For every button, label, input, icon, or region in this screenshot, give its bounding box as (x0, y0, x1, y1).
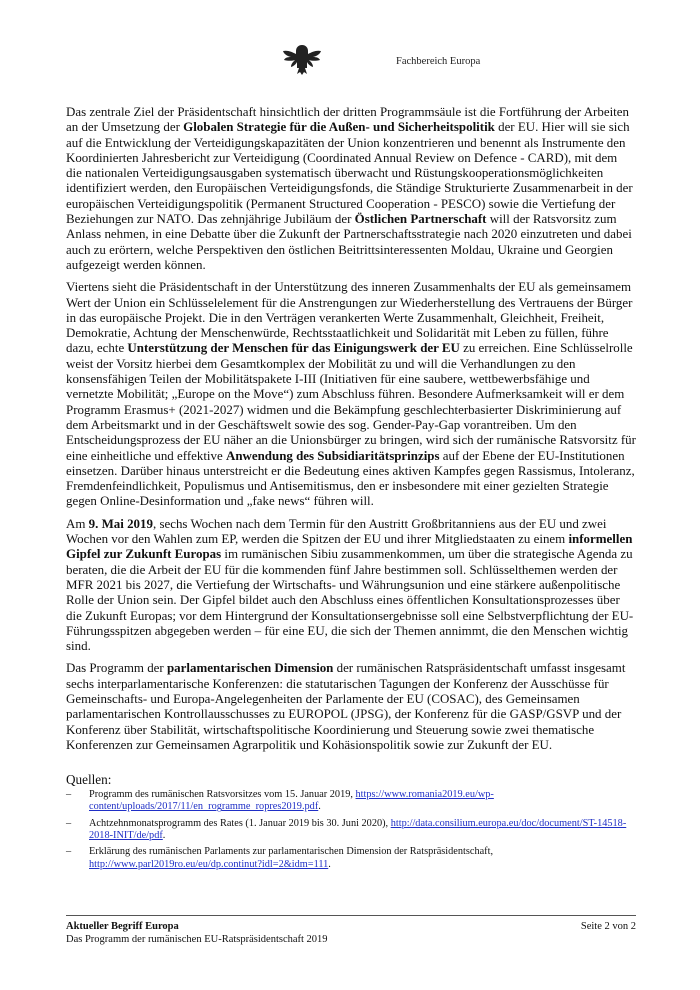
bold-term: Anwendung des Subsidiaritätsprinzips (225, 447, 440, 463)
list-dash: – (66, 789, 72, 801)
list-dash: – (66, 846, 72, 858)
federal-eagle-icon (281, 42, 323, 76)
bold-term: 9. Mai 2019 (88, 515, 153, 531)
paragraph: Das zentrale Ziel der Präsidentschaft hinsichtlich der dritten Programmsäule ist die Fortführung der Arbeiten an der Umsetzung der Globalen Strategie für die Außen- und Sicherheitspolitik der EU. Hier will sie sich auf die Entwicklung der Verteidigungskapazitäten der Union konzentrieren und benennt als Instrumente den Koordinierten Jahresbericht zur Verteidigung (Coordinated Annual Review on Defence - CARD), mit dem die nationalen Verteidigungsausgaben systematisch überwacht und Rüstungskooperationsmöglichkeiten identifiziert werden, den Europäischen Verteidigungsfonds, die Ständige Strukturierte Zusammenarbeit in der europäischen Verteidigungspolitik (Permanent Structured Cooperation - PESCO) sowie die Vertiefung der Beziehungen zur NATO. Das zehnjährige Jubiläum der Östlichen Partnerschaft will der Ratsvorsitz zum Anlass nehmen, in eine Debatte über die Zukunft der Partnerschaftsstrategie nach 2020 einzutreten und dabei auch zu erörtern, welche Perspektiven den östlichen Beitrittsinteressenten Moldau, Ukraine und Georgien aufgezeigt werden können. (66, 104, 633, 272)
source-link[interactable]: http://data.consilium.europa.eu/doc/document/ST-14518-2018-INIT/de/pdf (89, 817, 627, 842)
document-body (66, 104, 636, 875)
bold-term: Östlichen Partnerschaft (354, 211, 487, 227)
page-number: Seite 2 von 2 (580, 921, 636, 932)
sources-section (66, 772, 636, 871)
footer-title: Aktueller Begriff Europa (66, 921, 179, 932)
bold-term: Globalen Strategie für die Außen- und Sicherheitspolitik (183, 119, 495, 135)
bold-term: parlamentarischen Dimension (166, 660, 334, 676)
bold-term: informellen Gipfel zur Zukunft Europas (66, 531, 633, 562)
department-label: Fachbereich Europa (396, 56, 481, 67)
paragraph: Viertens sieht die Präsidentschaft in der Unterstützung des inneren Zusammenhalts der EU als gemeinsamem Wert der Union ein Schlüsselelement für die Anstrengungen zur Wiederherstellung des Vertrauens der Bürger in das europäische Projekt. Die in den Verträgen verankerten Werte Zusammenhalt, Gleichheit, Freiheit, Demokratie, Achtung der Menschenwürde, Rechtsstaatlichkeit und Solidarität mit Leben zu füllen, führe dazu, echte Unterstützung der Menschen für das Einigungswerk der EU zu erreichen. Eine Schlüsselrolle weist der Vorsitz hierbei dem Gesamtkomplex der Mobilität zu und will die Verhandlungen zu den konsensfähigen Teilen der Mobilitätspakete I-III (Initiativen für eine saubere, wettbewerbsfähige und vernetzte Mobilität; „Europe on the Move“) zum Abschluss führen. Besondere Aufmerksamkeit will er dem Programm Erasmus+ (2021-2027) widmen und die Bekämpfung geschlechterbasierter Diskriminierung auf dem Arbeitsmarkt und in der Geschäftswelt sowie des sog. Gender-Pay-Gap vorantreiben. Um den Entscheidungsprozess der EU näher an die Unionsbürger zu bringen, wird sich der rumänische Ratsvorsitz für eine einheitliche und effektive Anwendung des Subsidiaritätsprinzips auf der Ebene der EU-Institutionen einsetzen. Darüber hinaus unterstreicht er die Bedeutung eines aktiven Kampfes gegen Rassismus, Intoleranz, Fremdenfeindlichkeit, Populismus und Antisemitismus, den er insbesondere mit einer gezielten Strategie gegen Online-Desinformation und „fake news“ führen will. (66, 279, 636, 509)
paragraph: Das Programm der parlamentarischen Dimension der rumänischen Ratspräsidentschaft umfasst insgesamt sechs interparlamentarische Konferenzen: die statutarischen Tagungen der Konferenz der Ausschüsse für Gemeinschafts- und Europa-Angelegenheiten der Parlamente der EU (COSAC), des Gemeinsamen parlamentarischen Kontrollausschusses zu EUROPOL (JPSG), der Konferenz für die GASP/GSVP und der Konferenz über Stabilität, wirtschaftspolitische Koordinierung und Steuerung sowie zwei thematische Konferenzen zur Gemeinsamen Agrarpolitik und Kohäsionspolitik sowie zur Zukunft der EU. (66, 660, 626, 752)
list-dash: – (66, 817, 72, 829)
footer-info (66, 920, 328, 946)
source-item: – Programm des rumänischen Ratsvorsitzes vom 15. Januar 2019, https://www.romania2019.eu/wp-content/uploads/2017/11/en_rogramme_ropres2019.pdf. (66, 789, 494, 813)
sources-heading: Quellen: (66, 772, 112, 788)
paragraph: Am 9. Mai 2019, sechs Wochen nach dem Termin für den Austritt Großbritanniens aus der EU und zwei Wochen vor den Wahlen zum EP, werden die Spitzen der EU und ihrer Mitgliedstaaten zu einem informellen Gipfel zur Zukunft Europas im rumänischen Sibiu zusammenkommen, um über die strategische Agenda zu beraten, die die Arbeit der EU für die kommenden fünf Jahre bestimmen soll. Schlüsselthemen werden der MFR 2021 bis 2027, die Vertiefung der Wirtschafts- und Währungsunion und eine stärkere außenpolitische Rolle der Union sein. Der Gipfel bildet auch den Abschluss eines öffentlichen Konsultationsprozesses über die Zukunft Europas; vor dem Hintergrund der Konsultationsergebnisse soll eine Selbstverpflichtung der EU-Führungsspitzen abgegeben werden – für eine EU, die sich der Themen annimmt, die den Menschen wichtig sind. (66, 515, 634, 654)
bold-term: Unterstützung der Menschen für das Einigungswerk der EU (127, 340, 460, 356)
footer-subtitle: Das Programm der rumänischen EU-Ratspräsidentschaft 2019 (66, 934, 328, 945)
source-link[interactable]: https://www.romania2019.eu/wp-content/uploads/2017/11/en_rogramme_ropres2019.pdf (89, 789, 494, 813)
footer-divider (66, 915, 636, 916)
sources-list (66, 789, 636, 871)
source-item: – Achtzehnmonatsprogramm des Rates (1. Januar 2019 bis 30. Juni 2020), http://data.consilium.europa.eu/doc/document/ST-14518-2018-INIT/de/pdf. (66, 817, 627, 842)
source-item: – Erklärung des rumänischen Parlaments zur parlamentarischen Dimension der Ratspräsidentschaft, http://www.parl2019ro.eu/eu/dp.continut?idl=2&idm=111. (66, 846, 494, 870)
source-link[interactable]: http://www.parl2019ro.eu/eu/dp.continut?idl=2&idm=111 (89, 858, 329, 870)
